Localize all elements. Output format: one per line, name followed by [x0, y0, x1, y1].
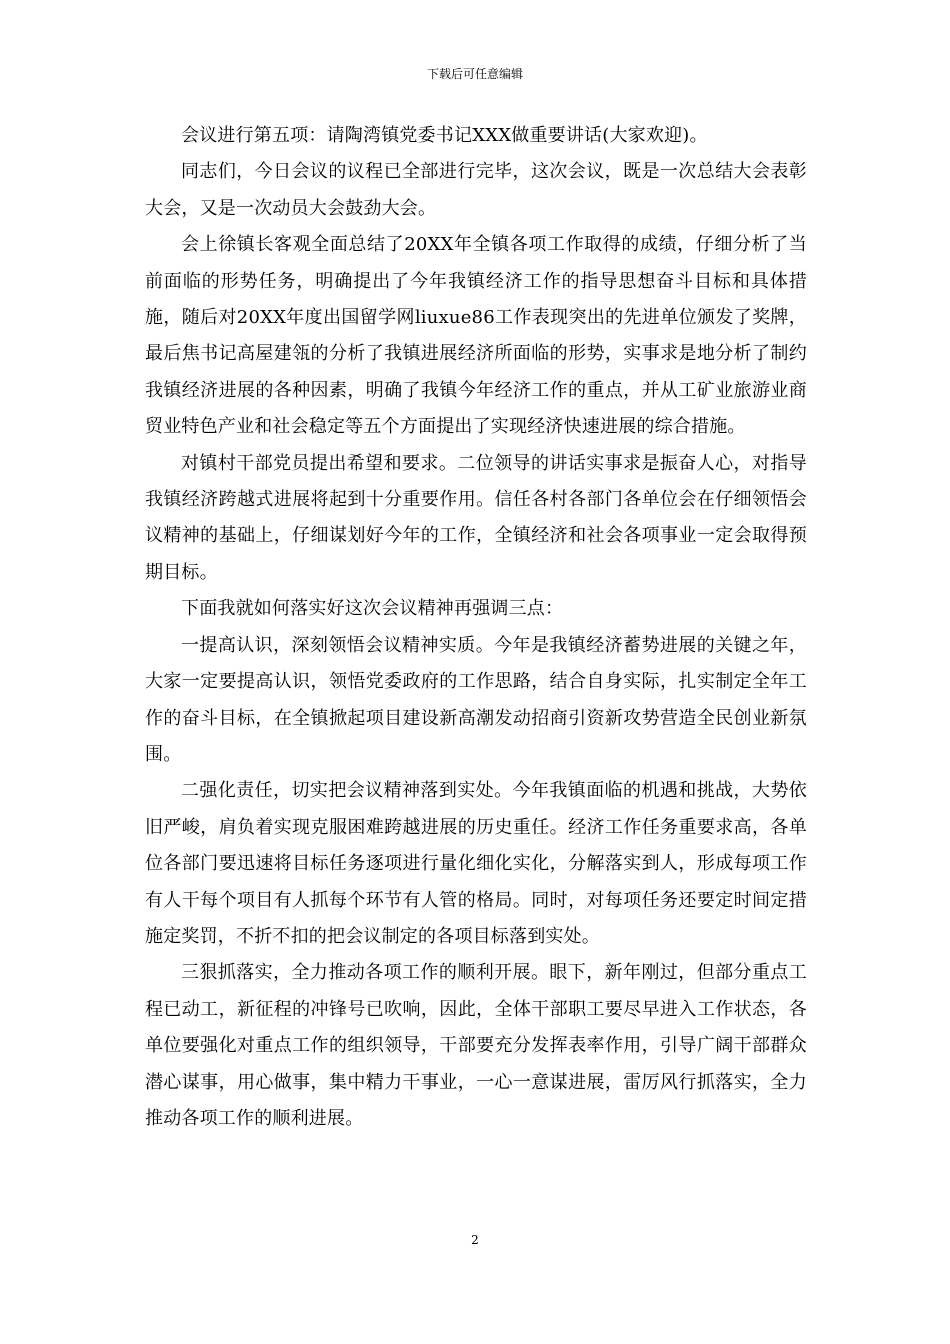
- paragraph-2: 同志们，今日会议的议程已全部进行完毕，这次会议，既是一次总结大会表彰大会，又是一次动员大会鼓劲大会。: [145, 161, 807, 219]
- paragraph-1: 会议进行第五项：请陶湾镇党委书记XXX做重要讲话(大家欢迎)。: [181, 125, 708, 146]
- paragraph-7: 二强化责任，切实把会议精神落到实处。今年我镇面临的机遇和挑战，大势依旧严峻，肩负着实现克服困难跨越进展的历史重任。经济工作任务重要求高，各单位各部门要迅速将目标任务逐项进行量化细化实化，分解落实到人，形成每项工作有人干每个项目有人抓每个环节有人管的格局。同时，对每项任务还要定时间定措施定奖罚，不折不扣的把会议制定的各项目标落到实处。: [145, 780, 807, 947]
- page-number: 2: [471, 1233, 479, 1247]
- document-body: [145, 118, 807, 1137]
- paragraph-4: 对镇村干部党员提出希望和要求。二位领导的讲话实事求是振奋人心，对指导我镇经济跨越式进展将起到十分重要作用。信任各村各部门各单位会在仔细领悟会议精神的基础上，仔细谋划好今年的工作，全镇经济和社会各项事业一定会取得预期目标。: [145, 452, 807, 583]
- paragraph-3: 会上徐镇长客观全面总结了20XX年全镇各项工作取得的成绩，仔细分析了当前面临的形势任务，明确提出了今年我镇经济工作的指导思想奋斗目标和具体措施，随后对20XX年度出国留学网liuxue86工作表现突出的先进单位颁发了奖牌，最后焦书记高屋建瓴的分析了我镇进展经济所面临的形势，实事求是地分析了制约我镇经济进展的各种因素，明确了我镇今年经济工作的重点，并从工矿业旅游业商贸业特色产业和社会稳定等五个方面提出了实现经济快速进展的综合措施。: [145, 234, 807, 438]
- paragraph-8: 三狠抓落实，全力推动各项工作的顺利开展。眼下，新年刚过，但部分重点工程已动工，新征程的冲锋号已吹响，因此，全体干部职工要尽早进入工作状态，各单位要强化对重点工作的组织领导，干部要充分发挥表率作用，引导广阔干部群众潜心谋事，用心做事，集中精力干事业，一心一意谋进展，雷厉风行抓落实，全力推动各项工作的顺利进展。: [145, 962, 807, 1129]
- page-header: 下载后可任意编辑: [426, 67, 523, 81]
- paragraph-5: 下面我就如何落实好这次会议精神再强调三点：: [181, 598, 564, 620]
- paragraph-6: 一提高认识，深刻领悟会议精神实质。今年是我镇经济蓄势进展的关键之年，大家一定要提高认识，领悟党委政府的工作思路，结合自身实际，扎实制定全年工作的奋斗目标，在全镇掀起项目建设新高潮发动招商引资新攻势营造全民创业新氛围。: [145, 634, 807, 765]
